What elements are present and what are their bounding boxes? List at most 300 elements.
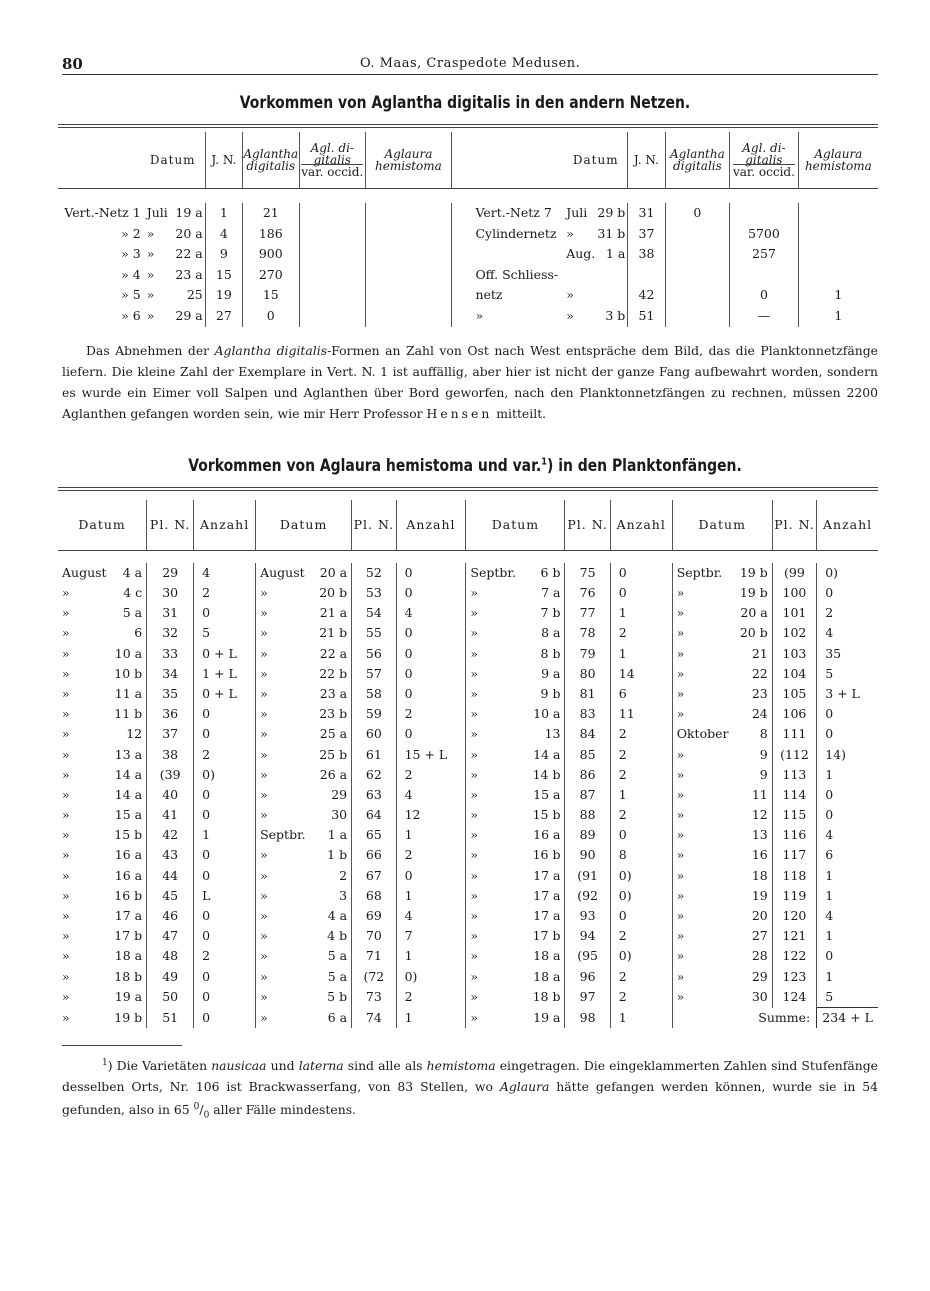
- t2-cell-anzahl: 2: [396, 704, 466, 724]
- t2-cell-pln: 65: [352, 825, 396, 845]
- t1-cell-day: 3 b: [605, 308, 626, 324]
- table1-row: [58, 306, 878, 327]
- t2-cell-pln: 90: [565, 846, 610, 866]
- t2-cell-anzahl: 4: [817, 825, 878, 845]
- t2-cell-pln: (99: [772, 563, 816, 583]
- t2-cell-pln: (72: [352, 967, 396, 987]
- t2-head-datum-2: Datum: [256, 500, 352, 551]
- t2-cell-day: 15 a: [114, 807, 143, 823]
- t2-cell-day: 13: [544, 726, 561, 742]
- t2-cell-pln: 106: [772, 704, 816, 724]
- table2-header-row: [58, 500, 878, 551]
- t1-cell-hem: 1: [798, 285, 878, 306]
- table2-row: [58, 603, 878, 623]
- t2-cell-pln: 44: [147, 866, 194, 886]
- t1-cell-mon: Juli: [146, 205, 168, 221]
- t2-cell-pln: (91: [565, 866, 610, 886]
- table2-row: [58, 745, 878, 765]
- t2-cell-month: »: [256, 866, 320, 886]
- t2-cell-pln: 123: [772, 967, 816, 987]
- t1-cell-hem: [798, 244, 878, 265]
- t2-cell-month: »: [256, 846, 320, 866]
- t2-cell-pln: 78: [565, 624, 610, 644]
- t2-cell-month: »: [466, 866, 526, 886]
- t2-cell-pln: 118: [772, 866, 816, 886]
- t2-cell-pln: 120: [772, 906, 816, 926]
- t2-cell-pln: 101: [772, 603, 816, 623]
- t2-cell-anzahl: 2: [396, 846, 466, 866]
- t1-cell-var: [299, 285, 366, 306]
- t2-cell-anzahl: 0): [194, 765, 256, 785]
- t2-cell-anzahl: 7: [396, 926, 466, 946]
- t2-cell-anzahl: 0: [194, 846, 256, 866]
- t2-cell-month: »: [256, 745, 320, 765]
- t2-cell-month: »: [62, 908, 70, 924]
- footnote-rule: [62, 1045, 182, 1046]
- t2-cell-pln: 55: [352, 624, 396, 644]
- t2-cell-month: »: [256, 1008, 320, 1029]
- t2-cell-anzahl: 0: [396, 684, 466, 704]
- table2-row: [58, 926, 878, 946]
- t2-head-datum-1: Datum: [78, 516, 126, 532]
- t2-cell-day: 27: [751, 928, 768, 944]
- t2-cell-month: »: [672, 866, 735, 886]
- t2-cell-day: 17 b: [114, 928, 143, 944]
- t1-cell-var: 5700: [730, 224, 799, 245]
- t1-cell-netz: » 4: [121, 266, 141, 282]
- t2-cell-day: 6: [134, 625, 143, 641]
- t2-cell-pln: 43: [147, 846, 194, 866]
- t2-head-pln-2: Pl. N.: [352, 500, 396, 551]
- t2-cell-anzahl: 0: [194, 967, 256, 987]
- t2-cell-anzahl: 1: [610, 785, 672, 805]
- t2-cell-anzahl: 1: [610, 644, 672, 664]
- t2-cell-day: 8: [759, 726, 768, 742]
- t2-cell-pln: 36: [147, 704, 194, 724]
- t2-cell-pln: 58: [352, 684, 396, 704]
- t2-cell-anzahl: 0: [194, 785, 256, 805]
- summe-value: 234 + L: [817, 1008, 878, 1029]
- t2-cell-pln: 68: [352, 886, 396, 906]
- t1-cell-agl: 270: [243, 265, 299, 286]
- t1-cell-mon: »: [566, 225, 574, 241]
- t2-cell-pln: 86: [565, 765, 610, 785]
- t2-cell-month: »: [466, 825, 526, 845]
- t2-cell-pln: 69: [352, 906, 396, 926]
- t2-cell-month: »: [466, 947, 526, 967]
- t2-cell-month: »: [466, 926, 526, 946]
- t2-cell-day: 14 a: [114, 786, 143, 802]
- t2-cell-pln: 119: [772, 886, 816, 906]
- t2-cell-pln: 113: [772, 765, 816, 785]
- table1-header-row: [58, 132, 878, 189]
- t2-cell-anzahl: 0: [194, 987, 256, 1008]
- t2-cell-anzahl: 1: [817, 886, 878, 906]
- t2-cell-month: Septbr.: [466, 563, 526, 583]
- t2-cell-anzahl: 6: [817, 846, 878, 866]
- t1-cell-agl: [665, 285, 730, 306]
- t2-cell-month: »: [672, 624, 735, 644]
- t2-cell-day: 17 a: [114, 908, 143, 924]
- t2-cell-month: »: [466, 624, 526, 644]
- table2-top-rule: [58, 487, 878, 488]
- t2-cell-day: 18 a: [533, 948, 561, 964]
- t2-cell-month: »: [256, 785, 320, 805]
- t2-cell-month: »: [466, 765, 526, 785]
- t2-cell-month: »: [466, 886, 526, 906]
- t2-cell-month: »: [62, 807, 70, 823]
- t2-cell-pln: 96: [565, 967, 610, 987]
- t2-cell-day: 22 a: [319, 645, 348, 661]
- t1-cell-var: —: [730, 306, 799, 327]
- t2-cell-anzahl: 11: [610, 704, 672, 724]
- t1-cell-netz: Off. Schliess-: [475, 266, 559, 282]
- t2-cell-pln: 29: [147, 563, 194, 583]
- t2-cell-month: »: [672, 947, 735, 967]
- t2-cell-day: 26 a: [319, 766, 348, 782]
- t2-cell-pln: 76: [565, 583, 610, 603]
- t2-head-pln-4: Pl. N.: [772, 500, 816, 551]
- t1-divider-cell: [451, 244, 471, 265]
- t1-cell-var: [299, 244, 366, 265]
- t2-cell-pln: 74: [352, 1008, 396, 1029]
- t2-cell-pln: 79: [565, 644, 610, 664]
- t1-cell-hem: [366, 224, 452, 245]
- header-rule: [62, 74, 878, 75]
- t2-cell-anzahl: 0: [817, 785, 878, 805]
- t1-cell-jn: 15: [205, 265, 242, 286]
- person-name: Hensen: [426, 406, 493, 421]
- t2-cell-pln: 73: [352, 987, 396, 1008]
- t2-cell-day: 17 a: [533, 887, 561, 903]
- t2-cell-month: »: [466, 644, 526, 664]
- t2-cell-anzahl: 1: [817, 967, 878, 987]
- t2-head-anzahl-4: Anzahl: [817, 500, 878, 551]
- t1-cell-day: [596, 285, 628, 306]
- t2-cell-pln: 41: [147, 805, 194, 825]
- t2-cell-anzahl: 12: [396, 805, 466, 825]
- t1-cell-jn: 4: [205, 224, 242, 245]
- t1-cell-jn: 37: [628, 224, 665, 245]
- t2-cell-anzahl: 0: [610, 906, 672, 926]
- t2-cell-pln: 38: [147, 745, 194, 765]
- table2-row: [58, 664, 878, 684]
- t1-cell-agl: 21: [243, 203, 299, 224]
- t2-cell-anzahl: 0): [817, 563, 878, 583]
- t2-cell-day: 22: [751, 665, 768, 681]
- t1-cell-mon: »: [146, 225, 155, 241]
- t2-cell-day: 8 a: [541, 625, 561, 641]
- t1-divider-cell: [451, 306, 471, 327]
- t1-cell-agl: 15: [243, 285, 299, 306]
- t2-cell-day: 18 b: [114, 968, 143, 984]
- t2-cell-month: »: [466, 745, 526, 765]
- t2-cell-day: 5 a: [327, 968, 348, 984]
- t2-cell-pln: 88: [565, 805, 610, 825]
- t2-cell-anzahl: 0: [194, 603, 256, 623]
- t2-head-datum-3: Datum: [466, 500, 565, 551]
- table1-top-rule: [58, 124, 878, 125]
- t2-cell-day: 11: [751, 786, 768, 802]
- t2-cell-anzahl: 2: [610, 987, 672, 1008]
- t2-cell-month: »: [62, 766, 70, 782]
- t2-cell-month: »: [256, 664, 320, 684]
- table2-row: [58, 644, 878, 664]
- t2-cell-day: 21 a: [319, 605, 348, 621]
- t1-cell-netz: »: [475, 308, 484, 324]
- t2-cell-anzahl: 2: [817, 603, 878, 623]
- t1-cell-agl: [665, 224, 730, 245]
- t2-cell-day: 19: [751, 887, 768, 903]
- table1-top-rule-2: [58, 127, 878, 128]
- t2-cell-day: 20 b: [319, 585, 348, 601]
- t1-cell-agl: [665, 306, 730, 327]
- table2-row: [58, 906, 878, 926]
- t2-cell-pln: 117: [772, 846, 816, 866]
- t2-cell-month: »: [62, 605, 70, 621]
- t2-cell-anzahl: 6: [610, 684, 672, 704]
- t2-cell-day: 10 b: [114, 665, 143, 681]
- t2-cell-pln: 66: [352, 846, 396, 866]
- t1-cell-mon: »: [146, 246, 155, 262]
- t2-cell-month: »: [256, 725, 320, 745]
- t2-cell-month: »: [62, 585, 70, 601]
- t2-cell-day: 4 b: [327, 928, 348, 944]
- t2-cell-day: 5 a: [327, 948, 348, 964]
- t2-cell-month: »: [466, 967, 526, 987]
- t2-cell-day: 3: [339, 887, 348, 903]
- t2-cell-day: 20 a: [319, 564, 348, 580]
- t2-cell-anzahl: 2: [610, 967, 672, 987]
- t2-cell-pln: 94: [565, 926, 610, 946]
- t2-cell-anzahl: 2: [610, 725, 672, 745]
- t1-cell-day: 22 a: [175, 246, 203, 262]
- t2-cell-month: »: [672, 684, 735, 704]
- t1-cell-hem: [366, 203, 452, 224]
- t2-cell-anzahl: 1: [396, 1008, 466, 1029]
- t1-cell-jn: 38: [628, 244, 665, 265]
- t2-cell-day: 9 b: [540, 685, 561, 701]
- t2-cell-month: »: [672, 886, 735, 906]
- t1-cell-day: 31 b: [597, 225, 626, 241]
- t1-cell-day: 20 a: [175, 225, 203, 241]
- t1-head-var-occid: Agl. di- gitalis var. occid.: [299, 132, 366, 189]
- t2-cell-anzahl: 0: [817, 947, 878, 967]
- t2-cell-day: 28: [751, 948, 768, 964]
- table2-body: [58, 551, 878, 1029]
- running-title: O. Maas, Craspedote Medusen.: [360, 56, 581, 71]
- t2-cell-pln: 48: [147, 947, 194, 967]
- t2-cell-day: 24: [751, 706, 768, 722]
- t2-cell-pln: 104: [772, 664, 816, 684]
- t1-cell-agl: [665, 265, 730, 286]
- t2-cell-anzahl: 2: [610, 765, 672, 785]
- t2-cell-pln: 98: [565, 1008, 610, 1029]
- t1-cell-mon: »: [146, 287, 155, 303]
- t1-head-aglantha: Aglantha digitalis: [243, 132, 299, 189]
- t2-cell-anzahl: 2: [194, 745, 256, 765]
- table2: [58, 500, 878, 1028]
- table1-title: Vorkommen von Aglantha digitalis in den andern Netzen.: [239, 93, 691, 113]
- t1-cell-mon: [564, 265, 595, 286]
- t2-cell-anzahl: 0: [396, 583, 466, 603]
- t2-cell-anzahl: 2: [610, 745, 672, 765]
- table1-row: [58, 285, 878, 306]
- t2-cell-day: 17 a: [533, 908, 561, 924]
- t2-cell-day: 20 a: [740, 605, 768, 621]
- t2-cell-day: 14 a: [114, 766, 143, 782]
- t2-cell-day: 4 c: [123, 585, 143, 601]
- t2-cell-day: 17 b: [532, 928, 561, 944]
- t2-cell-pln: 56: [352, 644, 396, 664]
- t2-cell-month: »: [466, 664, 526, 684]
- t2-cell-anzahl: 1: [194, 825, 256, 845]
- t1-cell-netz: Vert.-Netz 1: [64, 205, 141, 221]
- t2-cell-anzahl: 2: [396, 765, 466, 785]
- t1-cell-var: 0: [730, 285, 799, 306]
- t2-cell-day: 21 b: [319, 625, 348, 641]
- t1-cell-hem: [366, 265, 452, 286]
- t2-cell-pln: 34: [147, 664, 194, 684]
- t2-cell-anzahl: 4: [194, 563, 256, 583]
- t2-cell-day: 15 b: [532, 807, 561, 823]
- t1-cell-agl: [665, 244, 730, 265]
- t2-cell-day: 6 a: [327, 1009, 348, 1025]
- t1-head-aglantha-right: Aglantha digitalis: [665, 132, 730, 189]
- t1-head-var-occid-right: Agl. di- gitalis var. occid.: [730, 132, 799, 189]
- t2-cell-month: »: [256, 906, 320, 926]
- t2-cell-month: »: [256, 583, 320, 603]
- t2-cell-day: 16: [751, 847, 768, 863]
- t2-cell-pln: 71: [352, 947, 396, 967]
- t1-head-jn-right: J. N.: [628, 132, 665, 189]
- t2-cell-anzahl: 2: [396, 987, 466, 1008]
- t2-cell-pln: 33: [147, 644, 194, 664]
- t2-cell-anzahl: 0: [194, 1008, 256, 1029]
- t2-cell-pln: 47: [147, 926, 194, 946]
- table1: [58, 132, 878, 327]
- table2-row: [58, 624, 878, 644]
- t2-cell-anzahl: 0: [194, 725, 256, 745]
- t2-cell-pln: 37: [147, 725, 194, 745]
- t2-cell-day: 5 b: [327, 989, 348, 1005]
- t2-cell-day: 18: [751, 867, 768, 883]
- t2-cell-month: »: [672, 785, 735, 805]
- t2-cell-pln: 70: [352, 926, 396, 946]
- t2-cell-day: 12: [751, 807, 768, 823]
- t2-cell-month: »: [466, 987, 526, 1008]
- t2-cell-anzahl: 8: [610, 846, 672, 866]
- t2-cell-anzahl: 0): [610, 866, 672, 886]
- t2-cell-day: 23: [751, 685, 768, 701]
- table1-body: [58, 189, 878, 327]
- t2-cell-month: »: [672, 926, 735, 946]
- t2-cell-day: 11 b: [114, 706, 143, 722]
- t2-cell-day: 25 b: [319, 746, 348, 762]
- t2-cell-anzahl: 0: [396, 563, 466, 583]
- table2-row: [58, 704, 878, 724]
- t2-cell-day: 23 b: [319, 706, 348, 722]
- t2-cell-month: »: [466, 684, 526, 704]
- t2-cell-month: »: [256, 644, 320, 664]
- t2-cell-month: »: [672, 704, 735, 724]
- t2-cell-anzahl: 0: [610, 825, 672, 845]
- t1-cell-var: 257: [730, 244, 799, 265]
- t2-cell-month: »: [62, 1009, 70, 1025]
- table2-row: [58, 987, 878, 1008]
- t2-cell-day: 9 a: [541, 665, 561, 681]
- t2-cell-pln: 63: [352, 785, 396, 805]
- t2-cell-month: »: [466, 1008, 526, 1029]
- t2-cell-day: 18 b: [532, 989, 561, 1005]
- summe-label: Summe:: [672, 1008, 816, 1029]
- t1-head-jn: J. N.: [205, 132, 242, 189]
- t1-cell-var: [299, 306, 366, 327]
- t2-cell-month: »: [62, 786, 70, 802]
- t2-cell-month: »: [256, 886, 320, 906]
- page-number: 80: [62, 55, 83, 73]
- t1-cell-day: 23 a: [175, 266, 203, 282]
- t2-cell-pln: 67: [352, 866, 396, 886]
- t2-cell-pln: 87: [565, 785, 610, 805]
- t2-cell-day: 7 b: [540, 605, 561, 621]
- t2-cell-day: 9: [759, 746, 768, 762]
- t2-cell-day: 16 b: [114, 887, 143, 903]
- t2-cell-pln: 59: [352, 704, 396, 724]
- t2-cell-anzahl: 1: [396, 886, 466, 906]
- t2-cell-month: »: [672, 906, 735, 926]
- table2-row: [58, 846, 878, 866]
- t2-cell-pln: 42: [147, 825, 194, 845]
- t1-cell-jn: 42: [628, 285, 665, 306]
- t2-cell-month: »: [256, 624, 320, 644]
- t1-head-aglaura: Aglaura hemistoma: [366, 132, 452, 189]
- t1-cell-netz: Vert.-Netz 7: [475, 205, 552, 221]
- table2-row: [58, 563, 878, 583]
- t2-cell-month: »: [62, 645, 70, 661]
- t2-cell-anzahl: 4: [817, 906, 878, 926]
- t1-cell-jn: 9: [205, 244, 242, 265]
- t1-cell-var: [730, 203, 799, 224]
- table2-row: [58, 765, 878, 785]
- t2-head-anzahl-3: Anzahl: [610, 500, 672, 551]
- t1-cell-day: [596, 265, 628, 286]
- t2-cell-month: »: [62, 706, 70, 722]
- t2-cell-month: »: [466, 725, 526, 745]
- t2-cell-month: »: [466, 846, 526, 866]
- t2-cell-pln: 115: [772, 805, 816, 825]
- t2-cell-anzahl: 0: [396, 644, 466, 664]
- footnote: $^1$) Die Varietäten nausicaa und laterna sind alle als hemistoma eingetragen. Die eingeklammerten Zahlen sind Stufenfänge desselben Orts, Nr. 106 ist Brackwasserfang, von 83 Stellen, wo Aglaura hätte gefangen werden können, wurde sie in 54 gefunden, also in 65 $^0/_0$ aller Fälle mindestens.: [62, 1058, 878, 1121]
- t1-cell-day: 1 a: [605, 246, 626, 262]
- t2-cell-day: 19 b: [739, 564, 768, 580]
- t2-cell-month: »: [672, 805, 735, 825]
- t1-cell-agl: 900: [243, 244, 299, 265]
- t2-cell-month: »: [672, 825, 735, 845]
- t1-cell-hem: [366, 306, 452, 327]
- t1-cell-jn: 31: [628, 203, 665, 224]
- t2-cell-month: »: [672, 644, 735, 664]
- t2-cell-day: 16 a: [114, 867, 143, 883]
- t2-cell-month: Septbr.: [672, 563, 735, 583]
- t2-cell-month: »: [466, 603, 526, 623]
- t2-head-pln-1: Pl. N.: [147, 500, 194, 551]
- t2-cell-pln: 49: [147, 967, 194, 987]
- body-paragraph: Das Abnehmen der Aglantha digitalis-Formen an Zahl von Ost nach West entspräche dem Bild, das die Planktonnetzfänge liefern. Die kleine Zahl der Exemplare in Vert. N. 1 ist auffällig, aber hier ist nicht der ganze Fang aufbewahrt worden, sondern es wurde ein Eimer voll Salpen und Aglanthen über Bord geworfen, nach den Planktonnetzfängen zu rechnen, müssen 2200 Aglanthen gefangen worden sein, wie mir Herr Professor Hensen mitteilt.: [62, 343, 879, 421]
- t1-cell-hem: [366, 244, 452, 265]
- t2-cell-month: »: [256, 805, 320, 825]
- t2-cell-day: 25 a: [319, 726, 348, 742]
